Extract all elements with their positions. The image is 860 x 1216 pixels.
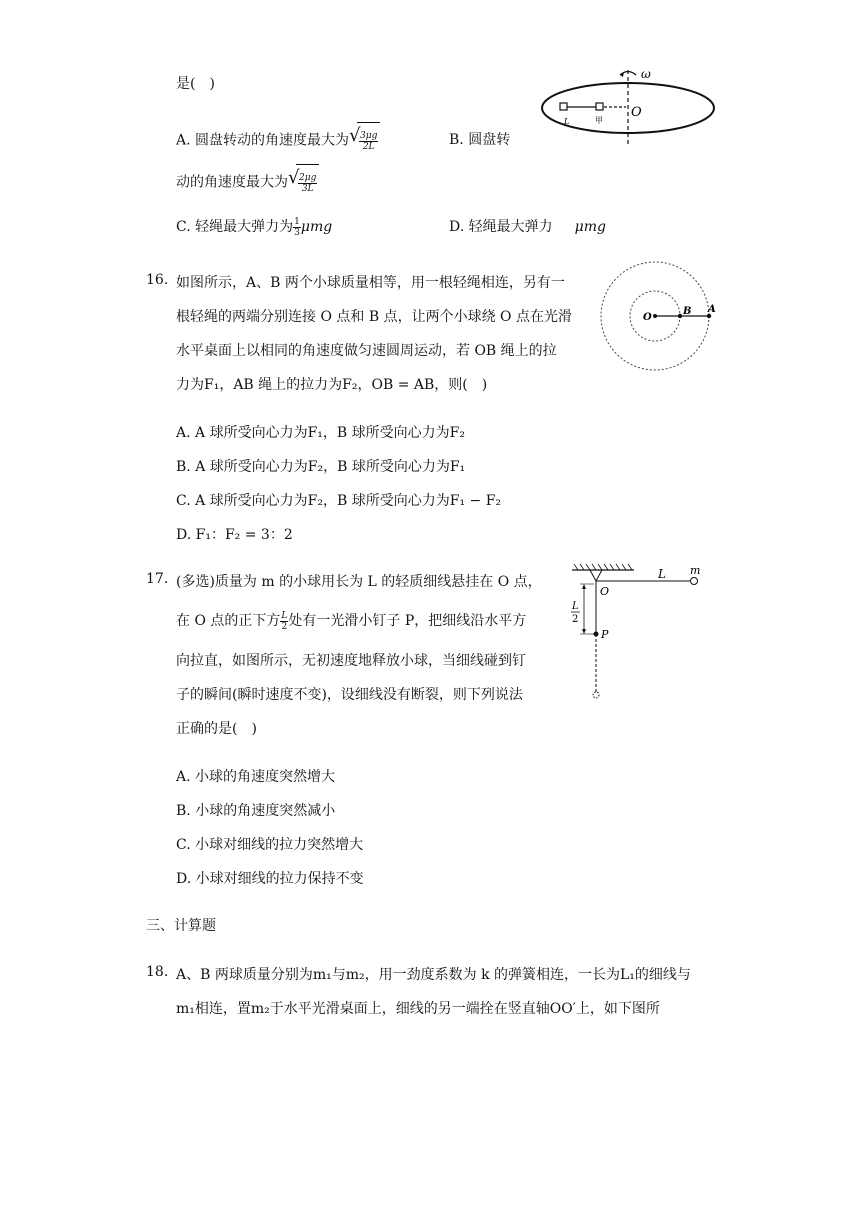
q16-o-label: O: [643, 312, 652, 323]
q15-o-label: O: [631, 105, 642, 120]
q17-option-a: A. 小球的角速度突然增大: [176, 769, 336, 785]
q15-stem-tail: 是( ): [176, 76, 215, 92]
q17-o-label: O: [600, 585, 610, 598]
q15-option-c: C. 轻绳最大弹力为 $\frac{1}{3}$ μmg: [176, 216, 333, 238]
q17-number: 17.: [146, 571, 169, 587]
q18-line1: A、B 两球质量分别为m₁与m₂，用一劲度系数为 k 的弹簧相连，一长为L₁的细线与: [176, 967, 691, 983]
q16-a-label: A: [708, 304, 716, 315]
q17-option-c: C. 小球对细线的拉力突然增大: [176, 837, 364, 853]
q15-l-label: L: [564, 117, 570, 126]
q16-number: 16.: [146, 272, 169, 288]
q16-option-a: A. A 球所受向心力为F₁，B 球所受向心力为F₂: [176, 425, 465, 441]
q17-line2: 在 O 点的正下方 $\frac{L}{2}$ 处有一光滑小钉子 P，把细线沿水平方: [176, 610, 527, 632]
q16-option-d: D. F₁：F₂ = 3：2: [176, 527, 293, 543]
q16-line1: 如图所示，A、B 两个小球质量相等，用一根轻绳相连，另有一: [176, 275, 565, 291]
q17-line1: (多选)质量为 m 的小球用长为 L 的轻质细线悬挂在 O 点，: [176, 574, 542, 590]
q16-option-c: C. A 球所受向心力为F₂，B 球所受向心力为F₁ − F₂: [176, 493, 502, 509]
q16-line3: 水平桌面上以相同的角速度做匀速圆周运动，若 OB 绳上的拉: [176, 343, 557, 359]
q15-option-b: B. 圆盘转: [449, 132, 511, 148]
q18-line2: m₁相连，置m₂于水平光滑桌面上，细线的另一端拴在竖直轴OO′上，如下图所: [176, 1001, 660, 1017]
q16-b-label: B: [683, 306, 692, 317]
q17-line4: 子的瞬间(瞬时速度不变)，设细线没有断裂，则下列说法: [176, 687, 523, 703]
q17-option-d: D. 小球对细线的拉力保持不变: [176, 871, 364, 887]
q17-l-label: L: [658, 567, 666, 581]
q17-pendulum-figure: [566, 562, 716, 702]
section-title: 三、计算题: [146, 918, 216, 934]
q17-m-label: m: [690, 564, 701, 577]
q16-line4: 力为F₁，AB 绳上的拉力为F₂，OB = AB，则( ): [176, 377, 488, 393]
q16-option-b: B. A 球所受向心力为F₂，B 球所受向心力为F₁: [176, 459, 466, 475]
q15-option-d: D. 轻绳最大弹力 μmg: [449, 219, 606, 235]
q15-disk-figure: [538, 66, 718, 146]
q17-option-b: B. 小球的角速度突然减小: [176, 803, 336, 819]
q17-half-num: L: [572, 601, 579, 612]
q17-line3: 向拉直，如图所示，无初速度地释放小球，当细线碰到钉: [176, 653, 526, 669]
q18-number: 18.: [146, 964, 169, 980]
q15-jia-label: 甲: [595, 116, 603, 125]
q16-line2: 根轻绳的两端分别连接 O 点和 B 点，让两个小球绕 O 点在光滑: [176, 309, 572, 325]
q17-p-label: P: [601, 628, 609, 641]
q15-omega-label: ω: [641, 67, 651, 81]
q15-option-a: A. 圆盘转动的角速度最大为 √ $\frac{3\mu g}{2L}$: [176, 122, 380, 158]
q17-line5: 正确的是( ): [176, 721, 257, 737]
q15-option-b-cont: 动的角速度最大为 √ $\frac{2\mu g}{3L}$: [176, 164, 319, 200]
q17-half-den: 2: [572, 614, 579, 625]
q16-circles-figure: [600, 260, 724, 384]
